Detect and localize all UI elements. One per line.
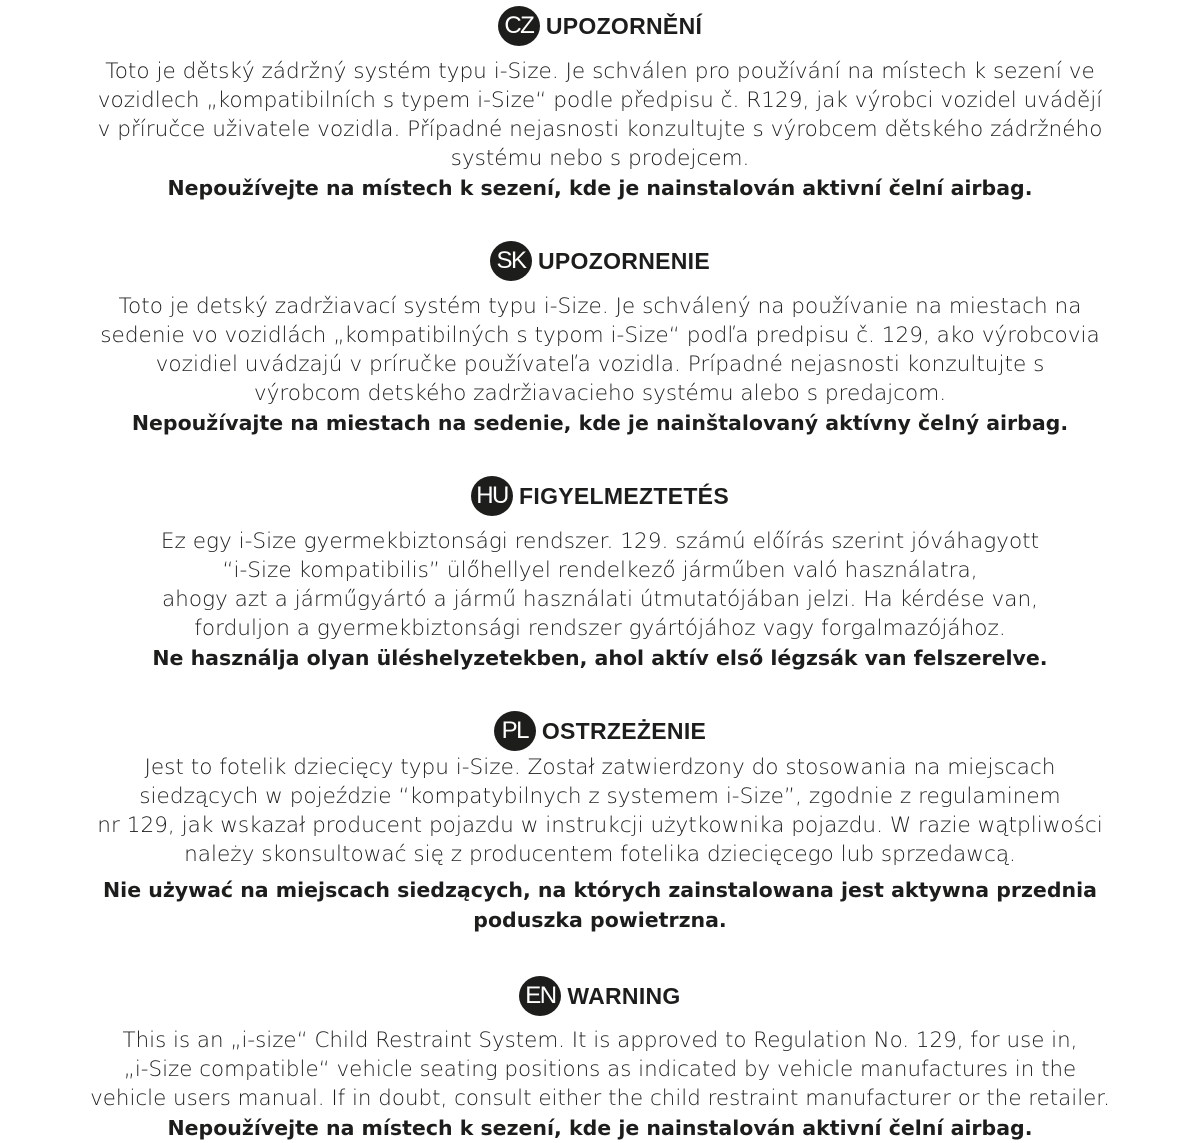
section-body [0,1026,1200,1143]
section-sk [0,241,1200,438]
body-line: This is an „i-size“ Child Restraint System. It is approved to Regulation No. 129, for use in, [122,1028,1078,1053]
section-title: UPOZORNĚNÍ [545,12,703,39]
body-line: vehicle users manual. If in doubt, consult either the child restraint manufacturer or the retailer. [90,1086,1110,1111]
bold-warning: Nepoužívajte na miestach na sedenie, kde je nainštalovaný aktívny čelný airbag. [131,411,1069,435]
section-heading [0,241,1200,281]
section-body [0,753,1200,935]
section-cz [0,6,1200,203]
body-line: “i-Size kompatibilis” ülőhellyel rendelkező járműben való használatra, [222,558,978,583]
body-line: Ez egy i-Size gyermekbiztonsági rendszer. 129. számú előírás szerint jóváhagyott [160,529,1040,554]
body-line: ahogy azt a járműgyártó a jármű használati útmutatójában jelzi. Ha kérdése van, [161,587,1039,612]
section-body [0,292,1200,438]
section-heading [0,976,1200,1016]
body-line: Jest to fotelik dziecięcy typu i-Size. Został zatwierdzony do stosowania na miejscach [144,755,1056,780]
section-body [0,527,1200,673]
section-title: FIGYELMEZTETÉS [519,482,729,509]
body-line: „i-Size compatible“ vehicle seating positions as indicated by vehicle manufactures in the [123,1057,1077,1082]
body-line: vozidiel uvádzajú v príručke používateľa vozidla. Prípadné nejasnosti konzultujte s [155,352,1045,377]
body-line: systému nebo s prodejcem. [450,146,750,171]
body-line: należy skonsultować się z producentem fotelika dziecięcego lub sprzedawcą. [184,842,1016,867]
section-hu [0,476,1200,673]
section-en [0,976,1200,1143]
language-badge: EN [519,976,561,1016]
body-line: siedzących w pojeździe “kompatybilnych z systemem i-Size”, zgodnie z regulaminem [139,784,1061,809]
body-line: Toto je dětský zádržný systém typu i-Size. Je schválen pro používání na místech k sezení ve [105,59,1095,84]
language-badge: HU [471,476,513,516]
body-line: nr 129, jak wskazał producent pojazdu w instrukcji użytkownika pojazdu. W razie wątpliwości [97,813,1103,838]
section-heading [0,6,1200,46]
section-heading [0,711,1200,751]
section-heading [0,476,1200,516]
section-pl [0,711,1200,935]
language-badge: PL [494,711,536,751]
bold-warning: Ne használja olyan üléshelyzetekben, ahol aktív első légzsák van felszerelve. [152,646,1048,670]
section-title: UPOZORNENIE [538,247,710,274]
bold-warning: Nie używać na miejscach siedzących, na których zainstalowana jest aktywna przednia [103,878,1097,902]
bold-warning: poduszka powietrzna. [473,908,727,932]
language-badge: SK [490,241,532,281]
section-title: OSTRZEŻENIE [541,717,707,744]
bold-warning: Nepoužívejte na místech k sezení, kde je nainstalován aktivní čelní airbag. [167,1116,1033,1140]
body-line: Toto je detský zadržiavací systém typu i-Size. Je schválený na používanie na miestach na [118,294,1082,319]
section-title: WARNING [567,982,681,1009]
body-line: vozidlech „kompatibilních s typem i-Size“ podle předpisu č. R129, jak výrobci vozidel uvádějí [97,88,1103,113]
body-line: sedenie vo vozidlách „kompatibilných s typom i-Size“ podľa predpisu č. 129, ako výrobcovia [100,323,1100,348]
body-line: forduljon a gyermekbiztonsági rendszer gyártójához vagy forgalmazójához. [194,616,1006,641]
body-line: v příručce uživatele vozidla. Případné nejasnosti konzultujte s výrobcem dětského zádržného [97,117,1103,142]
section-body [0,57,1200,203]
bold-warning: Nepoužívejte na místech k sezení, kde je nainstalován aktivní čelní airbag. [167,176,1033,200]
language-badge: CZ [498,6,540,46]
body-line: výrobcom detského zadržiavacieho systému alebo s predajcom. [253,381,947,406]
